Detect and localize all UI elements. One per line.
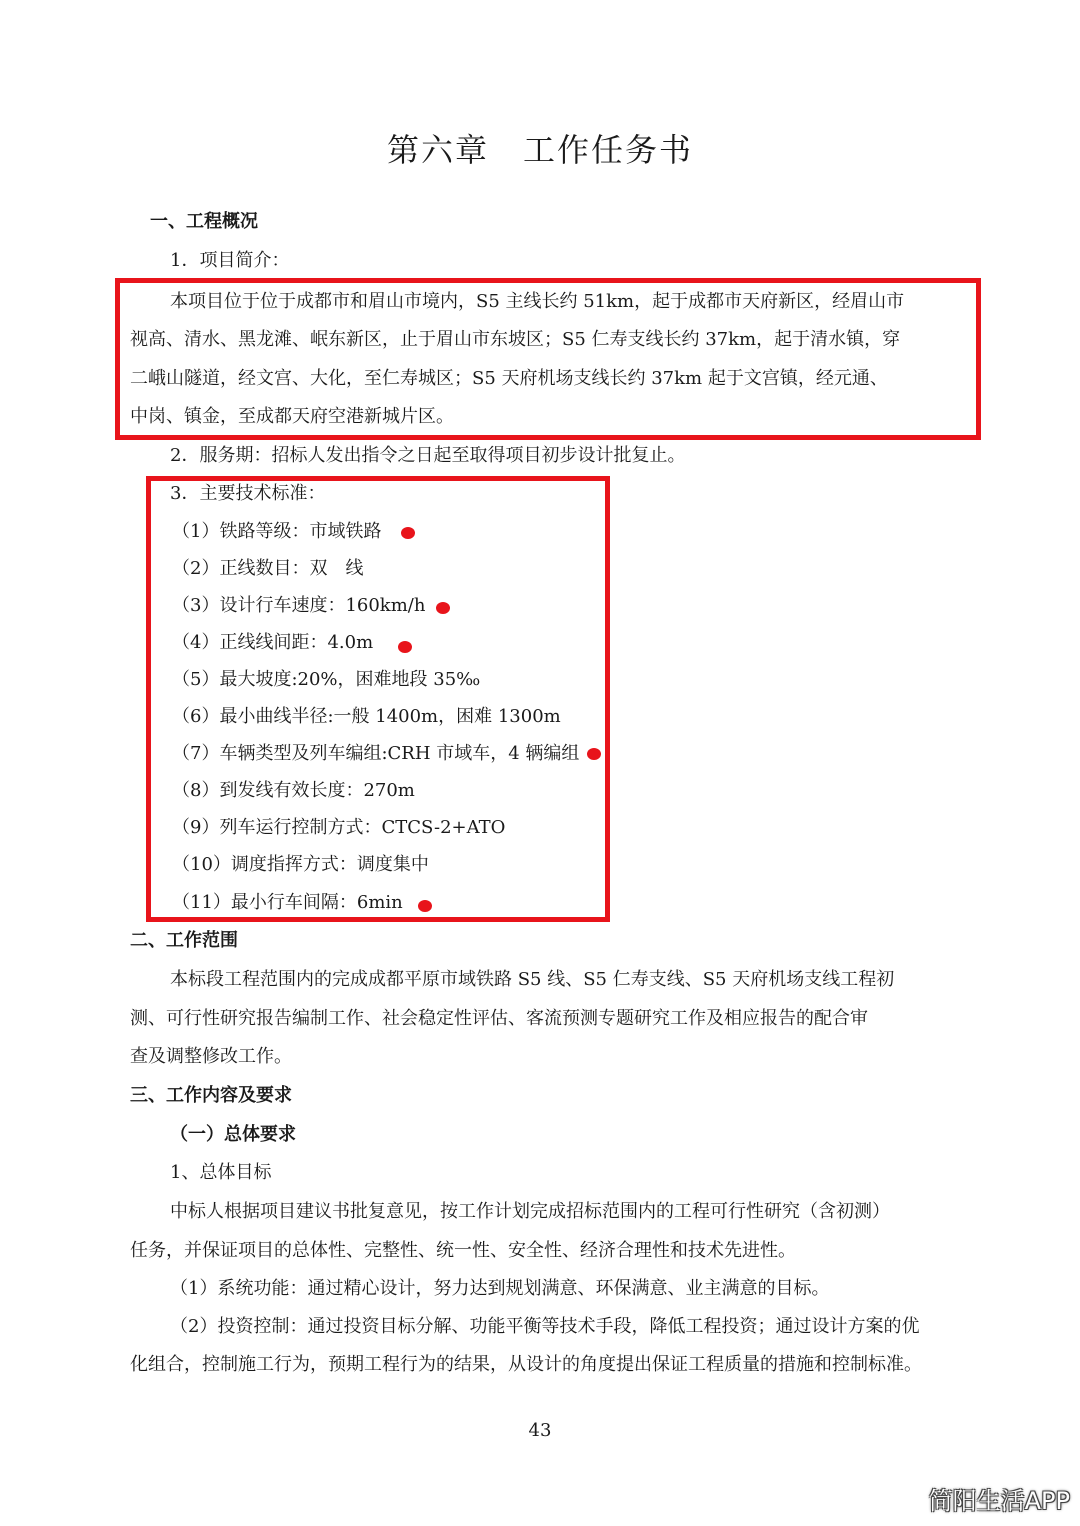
standard-item: （2）正线数目：双 线: [172, 558, 364, 579]
section1-heading: 一、工程概况: [150, 211, 258, 232]
red-dot-marker: [436, 602, 450, 614]
section3-subheading: （一）总体要求: [170, 1124, 296, 1145]
standard-item: （1）铁路等级：市域铁路: [172, 521, 382, 542]
standard-item: （9）列车运行控制方式：CTCS-2+ATO: [172, 817, 506, 838]
scope-line: 查及调整修改工作。: [130, 1046, 292, 1067]
standard-item: （7）车辆类型及列车编组:CRH 市域车，4 辆编组: [172, 743, 580, 764]
requirements-line: 任务，并保证项目的总体性、完整性、统一性、安全性、经济合理性和技术先进性。: [130, 1240, 796, 1261]
requirements-line: （2）投资控制：通过投资目标分解、功能平衡等技术手段，降低工程投资；通过设计方案的优: [170, 1316, 920, 1337]
standard-item: （6）最小曲线半径:一般 1400m，困难 1300m: [172, 706, 561, 727]
service-period: 2．服务期：招标人发出指令之日起至取得项目初步设计批复止。: [170, 445, 686, 466]
red-dot-marker: [587, 748, 601, 760]
requirements-line: （1）系统功能：通过精心设计，努力达到规划满意、环保满意、业主满意的目标。: [170, 1278, 830, 1299]
standard-item: （10）调度指挥方式：调度集中: [172, 854, 429, 875]
standard-item: （5）最大坡度:20%，困难地段 35‰: [172, 669, 481, 690]
intro-line: 中岗、镇金，至成都天府空港新城片区。: [130, 406, 454, 427]
scope-line: 测、可行性研究报告编制工作、社会稳定性评估、客流预测专题研究工作及相应报告的配合审: [130, 1008, 868, 1029]
intro-line: 本项目位于位于成都市和眉山市境内，S5 主线长约 51km，起于成都市天府新区，经眉山市: [170, 291, 905, 312]
standard-item: （4）正线线间距：4.0m: [172, 632, 374, 653]
page-number: 43: [528, 1420, 552, 1441]
overall-goal-heading: 1、总体目标: [170, 1162, 272, 1183]
requirements-line: 化组合，控制施工行为，预期工程行为的结果，从设计的角度提出保证工程质量的措施和控制标准。: [130, 1354, 922, 1375]
watermark: 简阳生活APP: [928, 1487, 1070, 1515]
red-dot-marker: [401, 527, 415, 539]
section3-heading: 三、工作内容及要求: [130, 1085, 292, 1106]
standards-heading: 3．主要技术标准：: [170, 483, 326, 504]
chapter-title: 第六章 工作任务书: [386, 131, 693, 169]
red-dot-marker: [418, 900, 432, 912]
red-dot-marker: [398, 641, 412, 653]
project-intro-heading: 1．项目简介：: [170, 250, 290, 271]
standard-item: （8）到发线有效长度：270m: [172, 780, 415, 801]
section2-heading: 二、工作范围: [130, 930, 238, 951]
requirements-line: 中标人根据项目建议书批复意见，按工作计划完成招标范围内的工程可行性研究（含初测）: [170, 1201, 890, 1222]
scope-line: 本标段工程范围内的完成成都平原市域铁路 S5 线、S5 仁寿支线、S5 天府机场支线工程初: [170, 969, 895, 990]
standard-item: （3）设计行车速度：160km/h: [172, 595, 426, 616]
intro-line: 视高、清水、黑龙滩、岷东新区，止于眉山市东坡区；S5 仁寿支线长约 37km，起于清水镇，穿: [130, 329, 901, 350]
intro-line: 二峨山隧道，经文宫、大化，至仁寿城区；S5 天府机场支线长约 37km 起于文宫镇，经元通、: [130, 368, 888, 389]
standard-item: （11）最小行车间隔：6min: [172, 892, 403, 913]
